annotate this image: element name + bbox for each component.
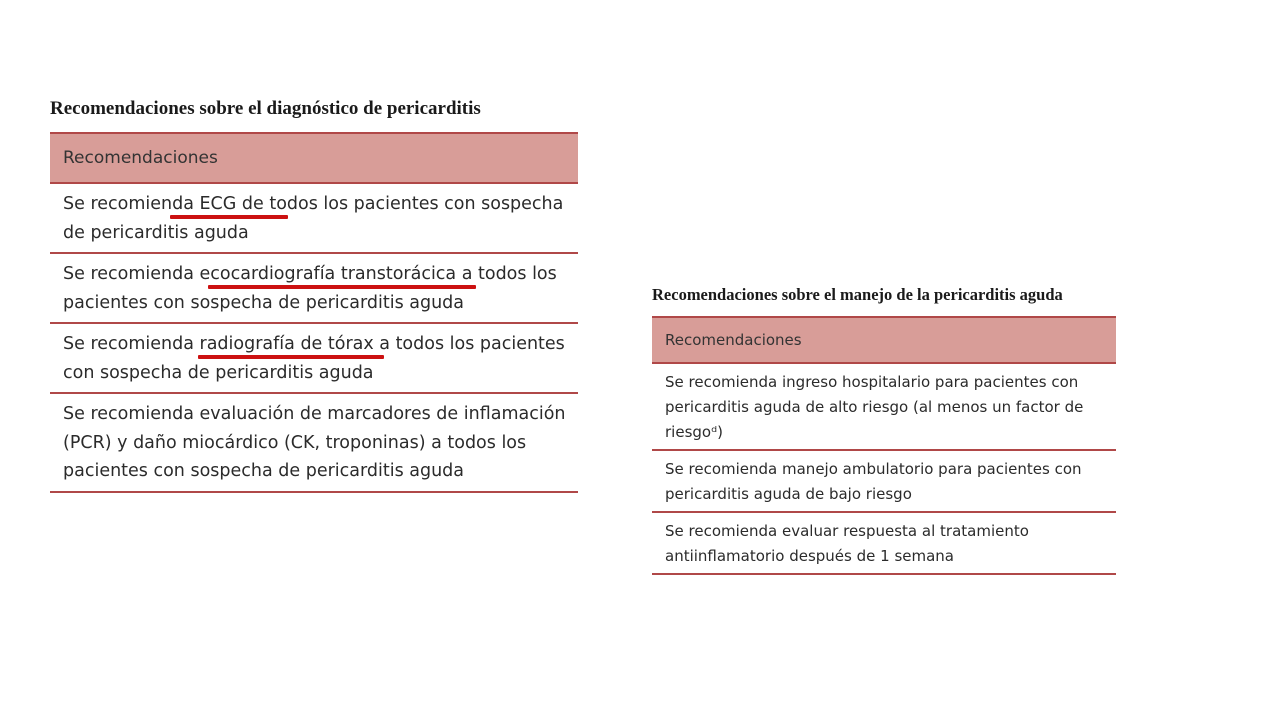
diagnosis-table-header: [50, 132, 578, 184]
management-table-header: [652, 316, 1116, 364]
table-row: [652, 364, 1116, 451]
highlight-underline-chest-xray: [198, 355, 384, 359]
row-text-chest-xray: Se recomienda radiografía de tórax a todos los pacientes con sospecha de pericarditis aguda: [63, 334, 565, 383]
diagnosis-header-label: Recomendaciones: [63, 148, 218, 168]
highlight-underline-echocardiography: [208, 285, 476, 289]
row-text-hospital-admission: Se recomienda ingreso hospitalario para pacientes con pericarditis aguda de alto riesgo (al menos un factor de riesgoᵈ): [665, 373, 1084, 441]
row-text-outpatient: Se recomienda manejo ambulatorio para pacientes con pericarditis aguda de bajo riesgo: [665, 460, 1082, 503]
diagnosis-recommendations-panel: [50, 96, 578, 526]
table-row: [50, 394, 578, 493]
row-text-echocardiography: Se recomienda ecocardiografía transtorácica a todos los pacientes con sospecha de pericarditis aguda: [63, 264, 557, 313]
table-row-truncated: [652, 575, 1116, 590]
management-table-title: Recomendaciones sobre el manejo de la pericarditis aguda: [652, 285, 1063, 304]
row-text-ecg: Se recomienda ECG de todos los pacientes con sospecha de pericarditis aguda: [63, 194, 564, 243]
table-row: [652, 451, 1116, 513]
management-header-label: Recomendaciones: [665, 331, 802, 349]
table-row: [652, 513, 1116, 575]
row-text-biomarkers: Se recomienda evaluación de marcadores de inflamación (PCR) y daño miocárdico (CK, troponinas) a todos los pacientes con sospecha de pericarditis aguda: [63, 404, 566, 481]
management-recommendations-panel: [652, 282, 1116, 590]
table-row: [50, 184, 578, 254]
highlight-underline-ecg: [170, 215, 288, 219]
row-text-response-evaluation: Se recomienda evaluar respuesta al tratamiento antiinflamatorio después de 1 semana: [665, 522, 1029, 565]
table-row: [50, 324, 578, 394]
diagnosis-table-title: Recomendaciones sobre el diagnóstico de pericarditis: [50, 98, 481, 119]
table-row: [50, 254, 578, 324]
